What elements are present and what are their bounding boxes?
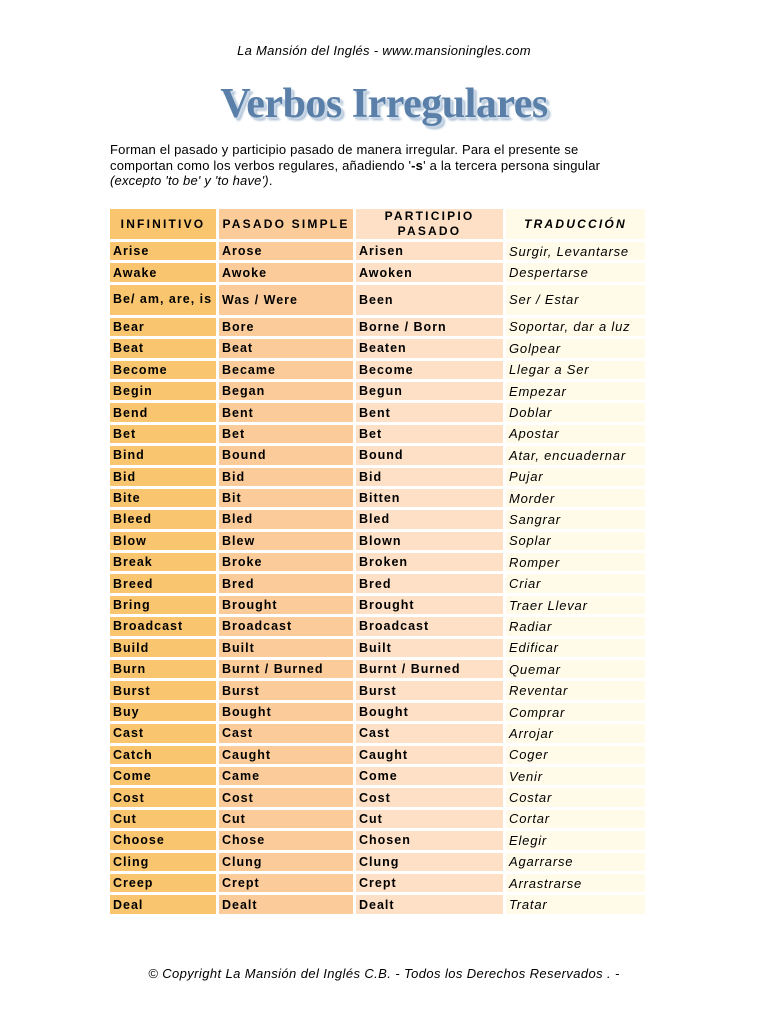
cell-past-participle: Bled [356, 510, 503, 528]
table-row [110, 617, 645, 635]
cell-infinitive: Buy [110, 703, 216, 721]
cell-infinitive: Burn [110, 660, 216, 678]
cell-past-simple: Bred [219, 574, 353, 592]
cell-past-participle: Cut [356, 810, 503, 828]
table-row [110, 746, 645, 764]
cell-infinitive: Bet [110, 425, 216, 443]
cell-past-simple: Arose [219, 242, 353, 260]
cell-past-participle: Been [356, 285, 503, 315]
cell-translation: Traer Llevar [506, 596, 645, 614]
column-header-past-participle: PARTICIPIO PASADO [356, 209, 503, 239]
cell-past-simple: Bet [219, 425, 353, 443]
cell-past-simple: Began [219, 382, 353, 400]
irregular-verbs-table [107, 206, 648, 917]
cell-past-participle: Broken [356, 553, 503, 571]
table-row [110, 767, 645, 785]
cell-past-simple: Bent [219, 403, 353, 421]
cell-translation: Quemar [506, 660, 645, 678]
cell-infinitive: Arise [110, 242, 216, 260]
cell-past-simple: Bought [219, 703, 353, 721]
table-row [110, 489, 645, 507]
page-footer: © Copyright La Mansión del Inglés C.B. - Todos los Derechos Reservados . - [148, 966, 620, 981]
cell-past-simple: Caught [219, 746, 353, 764]
cell-past-participle: Awoken [356, 263, 503, 281]
cell-past-simple: Cost [219, 788, 353, 806]
cell-past-simple: Dealt [219, 895, 353, 913]
cell-past-participle: Begun [356, 382, 503, 400]
cell-infinitive: Come [110, 767, 216, 785]
cell-infinitive: Breed [110, 574, 216, 592]
cell-past-simple: Bid [219, 468, 353, 486]
cell-translation: Elegir [506, 831, 645, 849]
cell-translation: Romper [506, 553, 645, 571]
cell-past-simple: Clung [219, 853, 353, 871]
cell-past-simple: Bit [219, 489, 353, 507]
cell-translation: Agarrarse [506, 853, 645, 871]
cell-past-simple: Awoke [219, 263, 353, 281]
cell-infinitive: Blow [110, 532, 216, 550]
cell-past-simple: Brought [219, 596, 353, 614]
table-row [110, 853, 645, 871]
cell-infinitive: Bleed [110, 510, 216, 528]
cell-past-simple: Bled [219, 510, 353, 528]
table-row [110, 425, 645, 443]
column-header-past-simple: PASADO SIMPLE [219, 209, 353, 239]
cell-past-participle: Bitten [356, 489, 503, 507]
cell-past-simple: Bound [219, 446, 353, 464]
table-row [110, 403, 645, 421]
table-row [110, 242, 645, 260]
cell-infinitive: Bear [110, 318, 216, 336]
cell-past-participle: Become [356, 361, 503, 379]
cell-past-participle: Bet [356, 425, 503, 443]
table-row [110, 532, 645, 550]
cell-translation: Surgir, Levantarse [506, 242, 645, 260]
cell-past-participle: Bought [356, 703, 503, 721]
cell-translation: Atar, encuadernar [506, 446, 645, 464]
intro-line-2-start: comportan como los verbos regulares, añadiendo ' [110, 157, 412, 173]
cell-infinitive: Bite [110, 489, 216, 507]
cell-past-participle: Clung [356, 853, 503, 871]
cell-infinitive: Choose [110, 831, 216, 849]
cell-translation: Llegar a Ser [506, 361, 645, 379]
cell-past-simple: Blew [219, 532, 353, 550]
table-row [110, 788, 645, 806]
cell-past-participle: Cost [356, 788, 503, 806]
table-row [110, 810, 645, 828]
cell-infinitive: Bring [110, 596, 216, 614]
cell-translation: Reventar [506, 681, 645, 699]
table-row [110, 596, 645, 614]
intro-line-2-end: ' a la tercera persona singular [423, 157, 601, 173]
cell-translation: Morder [506, 489, 645, 507]
table-row [110, 874, 645, 892]
cell-translation: Venir [506, 767, 645, 785]
cell-translation: Apostar [506, 425, 645, 443]
table-row [110, 681, 645, 699]
cell-infinitive: Cost [110, 788, 216, 806]
table-row [110, 285, 645, 315]
cell-past-simple: Burst [219, 681, 353, 699]
cell-past-participle: Brought [356, 596, 503, 614]
cell-past-simple: Crept [219, 874, 353, 892]
cell-translation: Sangrar [506, 510, 645, 528]
table-row [110, 318, 645, 336]
cell-infinitive: Bid [110, 468, 216, 486]
cell-infinitive: Broadcast [110, 617, 216, 635]
table-row [110, 382, 645, 400]
cell-infinitive: Cast [110, 724, 216, 742]
page-title: Verbos Irregulares [220, 81, 548, 127]
table-row [110, 639, 645, 657]
intro-period: . [268, 173, 273, 188]
cell-past-participle: Chosen [356, 831, 503, 849]
cell-past-simple: Cut [219, 810, 353, 828]
cell-infinitive: Bind [110, 446, 216, 464]
cell-infinitive: Begin [110, 382, 216, 400]
cell-past-participle: Bred [356, 574, 503, 592]
cell-translation: Coger [506, 746, 645, 764]
table-row [110, 895, 645, 913]
column-header-infinitive: INFINITIVO [110, 209, 216, 239]
cell-translation: Doblar [506, 403, 645, 421]
cell-infinitive: Be/ am, are, is [110, 285, 216, 315]
cell-infinitive: Bend [110, 403, 216, 421]
cell-past-simple: Beat [219, 339, 353, 357]
cell-infinitive: Build [110, 639, 216, 657]
intro-line-1: Forman el pasado y participio pasado de manera irregular. Para el presente se [110, 142, 579, 157]
cell-past-simple: Burnt / Burned [219, 660, 353, 678]
cell-infinitive: Cut [110, 810, 216, 828]
table-row [110, 553, 645, 571]
cell-past-participle: Dealt [356, 895, 503, 913]
cell-past-participle: Broadcast [356, 617, 503, 635]
cell-infinitive: Cling [110, 853, 216, 871]
cell-past-simple: Came [219, 767, 353, 785]
cell-past-participle: Bent [356, 403, 503, 421]
table-row [110, 361, 645, 379]
cell-translation: Tratar [506, 895, 645, 913]
cell-translation: Arrojar [506, 724, 645, 742]
intro-paragraph [110, 142, 670, 189]
table-row [110, 724, 645, 742]
cell-past-simple: Built [219, 639, 353, 657]
cell-translation: Pujar [506, 468, 645, 486]
cell-past-participle: Arisen [356, 242, 503, 260]
cell-infinitive: Beat [110, 339, 216, 357]
cell-infinitive: Break [110, 553, 216, 571]
column-header-translation: TRADUCCIÓN [506, 209, 645, 239]
cell-translation: Radiar [506, 617, 645, 635]
cell-infinitive: Creep [110, 874, 216, 892]
cell-past-participle: Burnt / Burned [356, 660, 503, 678]
cell-translation: Edificar [506, 639, 645, 657]
cell-translation: Costar [506, 788, 645, 806]
cell-infinitive: Burst [110, 681, 216, 699]
table-body [110, 242, 645, 914]
cell-past-participle: Caught [356, 746, 503, 764]
table-row [110, 446, 645, 464]
table-row [110, 703, 645, 721]
cell-translation: Cortar [506, 810, 645, 828]
intro-suffix: -s [411, 157, 424, 173]
cell-past-simple: Cast [219, 724, 353, 742]
cell-past-participle: Bid [356, 468, 503, 486]
cell-translation: Arrastrarse [506, 874, 645, 892]
cell-translation: Comprar [506, 703, 645, 721]
table-row [110, 574, 645, 592]
cell-infinitive: Deal [110, 895, 216, 913]
cell-translation: Soplar [506, 532, 645, 550]
cell-translation: Empezar [506, 382, 645, 400]
table-row [110, 263, 645, 281]
cell-infinitive: Awake [110, 263, 216, 281]
cell-past-participle: Burst [356, 681, 503, 699]
cell-past-simple: Became [219, 361, 353, 379]
cell-past-simple: Broadcast [219, 617, 353, 635]
cell-past-participle: Borne / Born [356, 318, 503, 336]
table-header-row [110, 209, 645, 239]
cell-past-simple: Chose [219, 831, 353, 849]
cell-translation: Despertarse [506, 263, 645, 281]
table-row [110, 510, 645, 528]
cell-past-participle: Crept [356, 874, 503, 892]
table-row [110, 660, 645, 678]
cell-translation: Ser / Estar [506, 285, 645, 315]
cell-past-simple: Bore [219, 318, 353, 336]
cell-infinitive: Catch [110, 746, 216, 764]
cell-translation: Golpear [506, 339, 645, 357]
cell-past-simple: Was / Were [219, 285, 353, 315]
cell-translation: Soportar, dar a luz [506, 318, 645, 336]
cell-past-participle: Come [356, 767, 503, 785]
cell-past-simple: Broke [219, 553, 353, 571]
cell-past-participle: Bound [356, 446, 503, 464]
cell-translation: Criar [506, 574, 645, 592]
cell-past-participle: Beaten [356, 339, 503, 357]
intro-exception: (excepto 'to be' y 'to have') [110, 173, 269, 188]
table-row [110, 339, 645, 357]
table-row [110, 468, 645, 486]
cell-past-participle: Built [356, 639, 503, 657]
cell-past-participle: Cast [356, 724, 503, 742]
table-row [110, 831, 645, 849]
cell-infinitive: Become [110, 361, 216, 379]
cell-past-participle: Blown [356, 532, 503, 550]
page-header: La Mansión del Inglés - www.mansioningles.com [237, 43, 531, 58]
